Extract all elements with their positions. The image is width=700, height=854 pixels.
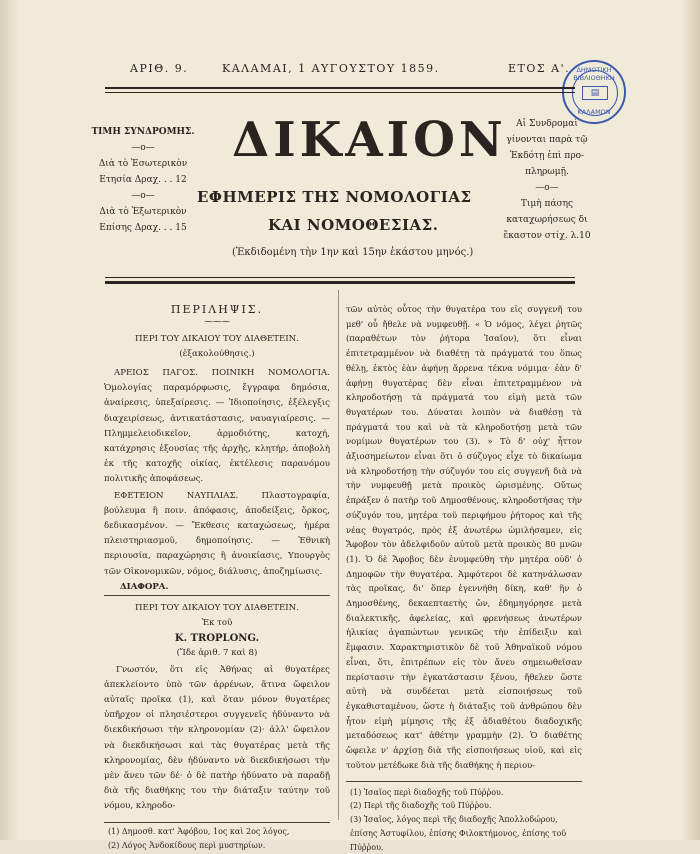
mid-rule (105, 281, 575, 284)
terms-line: Αἱ Συνδρομαὶ (516, 119, 578, 129)
subtitle-line1: ΕΦΗΜΕΡΙΣ ΤΗΣ ΝΟΜΟΛΟΓΙΑΣ (197, 188, 472, 206)
footnote: (3) Ἰσαῖος, λόγος περὶ τῆς διαδοχῆς Ἀπολλοδώρου, ἐπίσης Ἀστυφίλου, ἐπίσης Φιλοκτήμονος, ἐπίσης τοῦ Πύῤῥου. (350, 815, 567, 852)
terms-line: πληρωμῇ. (525, 167, 569, 177)
foreign-price: Επίσης Δραχ. . . 15 (99, 223, 187, 233)
domestic-label: Διὰ τὸ Ἐσωτερικὸν (98, 159, 188, 169)
newspaper-title: ΔΙΚΑΙΟΝ (232, 112, 507, 168)
article-paragraph: Γνωστόν, ὅτι εἰς Ἀθήνας αἱ θυγατέρες ἀπεκλείοντο ὑπὸ τῶν ἀρρένων, ἅτινα ὤφειλον αὐταῖς προῖκα (1), καὶ ὅταν μόνον θυγατέρες ὑπῆρχον οἱ πλησιέστεροι συγγενεῖς ἠδύναντο νὰ διεκδικήσωσι τὴν κληρονομίαν (2)· ἀλλ' ὤφειλον νὰ διεκδικήσωσι καὶ τὰς θυγατέρας μετὰ τῆς κληρονομίας, δὲν ἠδύναντο νὰ διεκδικήσωσι τὴν μὲν ἄνευ τῶν δέ· ὁ δὲ πατὴρ ἠδύνατο νὰ παραδῇ διὰ τῆς διαθήκης του τὴν διάταξιν ταύτην τοῦ νόμου, κληροδο- (104, 665, 330, 811)
column-divider (338, 290, 339, 820)
footnote: (2) Λόγος Ἀνδοκίδους περὶ μυστηρίων. (108, 840, 266, 850)
section-subheading: (ἐξακολούθησις.) (179, 349, 255, 360)
top-rule (105, 87, 575, 89)
issue-number: ΑΡΙΘ. 9. (130, 62, 189, 75)
ad-price-label: Τιμὴ πάσης (520, 199, 574, 209)
summary-heading: ΠΕΡΙΛΗΨΙΣ. (170, 303, 264, 316)
ad-price-line: καταχωρήσεως δι (506, 215, 588, 225)
page-edge-right (682, 0, 700, 840)
year-label: ΕΤΟΣ Α'. (508, 62, 571, 75)
misc-heading: ΔΙΑΦΟΡΑ. (120, 581, 169, 592)
frequency-note: (Ἐκδιδομένη τὴν 1ην καὶ 15ην ἑκάστου μηνός.) (232, 247, 474, 258)
terms-line: γίνονται παρὰ τῷ (506, 135, 588, 145)
article-source: Ἐκ τοῦ (201, 617, 233, 628)
summary-paragraph-efeteion: ΕΦΕΤΕΙΟΝ ΝΑΥΠΛΙΑΣ. Πλαστογραφία, βούλευμα ἢ ποιν. ἀπόφασις, ἀποδείξεις, ὅρκος, δεδικασμένον. — Ἔκθεσις καταχώσεως, ἡμέρα πλειστηριασμοῦ, δημοποίησις. — Ἐθνικὴ περιουσία, παραχώρησις ἢ ἀνοικίασις, Υπουργὸς τῶν Οἰκονομικῶν, νόμος, διάλυσις, ἀποζημίωσις. (104, 491, 330, 577)
article-reference: (Ἴδε ἀριθ. 7 καὶ 8) (176, 647, 258, 658)
foreign-label: Διὰ τὸ Ἐξωτερικὸν (99, 207, 187, 217)
section-heading: ΠΕΡΙ ΤΟΥ ΔΙΚΑΙΟΥ ΤΟΥ ΔΙΑΘΕΤΕΙΝ. (135, 334, 299, 345)
footnote-rule (346, 781, 582, 782)
place-date: ΚΑΛΑΜΑΙ, 1 ΑΥΓΟΥΣΤΟΥ 1859. (222, 62, 440, 75)
article-heading: ΠΕΡΙ ΤΟΥ ΔΙΚΑΙΟΥ ΤΟΥ ΔΙΑΘΕΤΕΙΝ. (135, 602, 299, 613)
section-rule (104, 595, 330, 596)
top-rule-thin (105, 92, 575, 93)
subscription-title: ΤΙΜΗ ΣΥΝΔΡΟΜΗΣ. (91, 127, 195, 137)
article-continuation: τῶν αὐτὸς οὗτος τὴν θυγατέρα του εἰς συγγενῆ του μεθ' οὗ ἤθελε νὰ νυμφευθῇ. « Ὁ νόμος, λέγει ῥητῶς (παραθέτων τὸν ῥήτορα Ἰσαῖον), ὅτι εἶναι ἐπιτετραμμένον νὰ διαθέτῃ τὰ πράγματά του ὅπως θέλῃ, ἐκτὸς ἐὰν ἀφήνῃ ἄρρενα τέκνα νόμιμα· ἐὰν δ' ἀφήνῃ θυγατέρας δὲν εἶναι ἐπιτετραμμένον νὰ κληροδοτήσῃ τὰ πράγματά του εἰμὴ μετὰ τῶν θυγατέρων του. Δύναται λοιπὸν νὰ διαθέσῃ τὰ πράγματά του καὶ νὰ τὰ κληροδοτήσῃ μετὰ τῶν νομίμων θυγατέρων του (3). » Τὸ δ' οὐχ' ἧττον ἀξιοσημείωτον εἶναι ὅτι ὁ σύζυγος εἶχε τὸ δικαίωμα νὰ κληροδοτήσῃ τὴν σύζυγόν του εἰς συγγενῆ διὰ νὰ τὴν νυμφευθῇ μετὰ προικὸς ὡρισμένης. Οὕτως ἐπράξεν ὁ πατὴρ τοῦ Δημοσθένους, κληροδοτήσας τὴν σύζυγόν του, μητέρα τοῦ περιφήμου ῥήτορος καὶ τῆς νέας θυγατρός, πρὸς ἐξ ἀνωτέρω ὡμιλήσαμεν, εἰς Ἄφοβον τὸν ἀδελφιδοῦν αὐτοῦ μετὰ προικὸς 80 μνῶν (1). Ὁ δὲ Ἄφοβος δὲν ἐνυμφεύθη τὴν μητέρα οὐδ' ὁ Δημοφῶν τὴν θυγατέρα. Ἀμφότεροι δὲ κατηνάλωσαν τὰς προῖκας, δι' ὅπερ ἐγεννήθη δίκη, καθ' ἣν ὁ Δημοσθένης, δεκαεπταετὴς ὤν, ἐδημηγόρησε μετὰ διαλεκτικῆς, ἀφελείας, καὶ φρενήσεως ἀνωτέρων ἡλικίας ἀγαπώντων γενικῶς τὴν ἐπίδειξιν καὶ ἔμφασιν. Χαρακτηριστικὸν δὲ τοῦ Ἀθηναϊκοῦ νόμου εἶναι, ὅτι, ἐπιτρέπων εἰς τὸν ἄνευ σημειωθεῖσαν περίστασιν τὴν ἐγκατάστασιν ξένου, ἤθελεν ὥστε αὐτὴ νὰ συνδέεται μετὰ εἰσποιήσεως τοῦ ἐγκαθισταμένου, ὥστε ἡ διάταξις τοῦ ἀνθρώπου δὲν ἦτον εἰμὴ μίμησις τῆς ἐξ ἀδιαθέτου διαδοχικῆς μεταδόσεως κατ' ἀθέτην γραμμὴν (2). Ὁ διαθέτης ὤφειλε ν' ἀρχίσῃ διὰ τῆς εἰσποιήσεως υἱοῦ, καὶ εἰς τοῦτον μετέδωκε διὰ τῆς διαθήκης ἡ περιου- (346, 304, 582, 770)
summary-paragraph-areios-pagos: ΑΡΕΙΟΣ ΠΑΓΟΣ. ΠΟΙΝΙΚΗ ΝΟΜΟΛΟΓΙΑ. Ὁμολογίας παραμόρφωσις, ἔγγραφα δημόσια, ἀναίρεσις, ὑπεξαίρεσις. — Ἰδιοποίησις, ἐξέλεγξις διαχειρίσεως, ἀντικατάστασις, ναυαγιαίρεσις. — Πλημμελειοδικεῖον, ἁρμοδιότης, κατοχή, κατάχρησις ἐξουσίας τῆς ἀρχῆς, κλητήρ, ἀποβολὴ ἐκ τῆς κατοχῆς οἰκίας, ἐκτέλεσις παρανόμου πολιτικῆς ἀποφάσεως. (104, 368, 330, 484)
mid-rule-thin (105, 277, 575, 278)
footnote: (2) Περὶ τῆς διαδοχῆς τοῦ Πύῤῥου. (350, 801, 492, 811)
footnote: (1) Δημοσθ. κατ' Ἀφόβου, 1ος καὶ 2ος λόγος, (108, 827, 290, 836)
divider-ornament: —ο— (535, 183, 559, 193)
footnote: (1) Ἰσαῖος περὶ διαδοχῆς τοῦ Πύῤῥου. (350, 787, 504, 797)
right-column (346, 302, 582, 854)
divider-ornament: —ο— (131, 143, 155, 153)
terms-line: Ἐκδότῃ ἐπὶ προ- (509, 151, 585, 161)
domestic-price: Ετησία Δραχ. . . 12 (99, 175, 187, 185)
stamp-line2: ΚΑΛΑΜΩΝ (577, 108, 611, 116)
stamp-line1: ΔΗΜΟΤΙΚΗ ΒΙΒΛΙΟΘΗΚΗ (573, 66, 615, 82)
ad-price-value: ἕκαστον στίχ. λ.10 (503, 231, 591, 241)
ornament-dash: ⁓⁓⁓ (204, 317, 230, 328)
page-edge-left (0, 0, 18, 840)
left-column (104, 302, 330, 853)
article-author: Κ. TROPLONG. (174, 632, 260, 644)
divider-ornament: —ο— (131, 191, 155, 201)
terms-box (488, 116, 606, 244)
subscription-box (88, 124, 198, 236)
subtitle-line2: ΚΑΙ ΝΟΜΟΘΕΣΙΑΣ. (268, 216, 439, 234)
book-icon: ▤ (582, 86, 608, 100)
footnote-rule (104, 822, 330, 823)
